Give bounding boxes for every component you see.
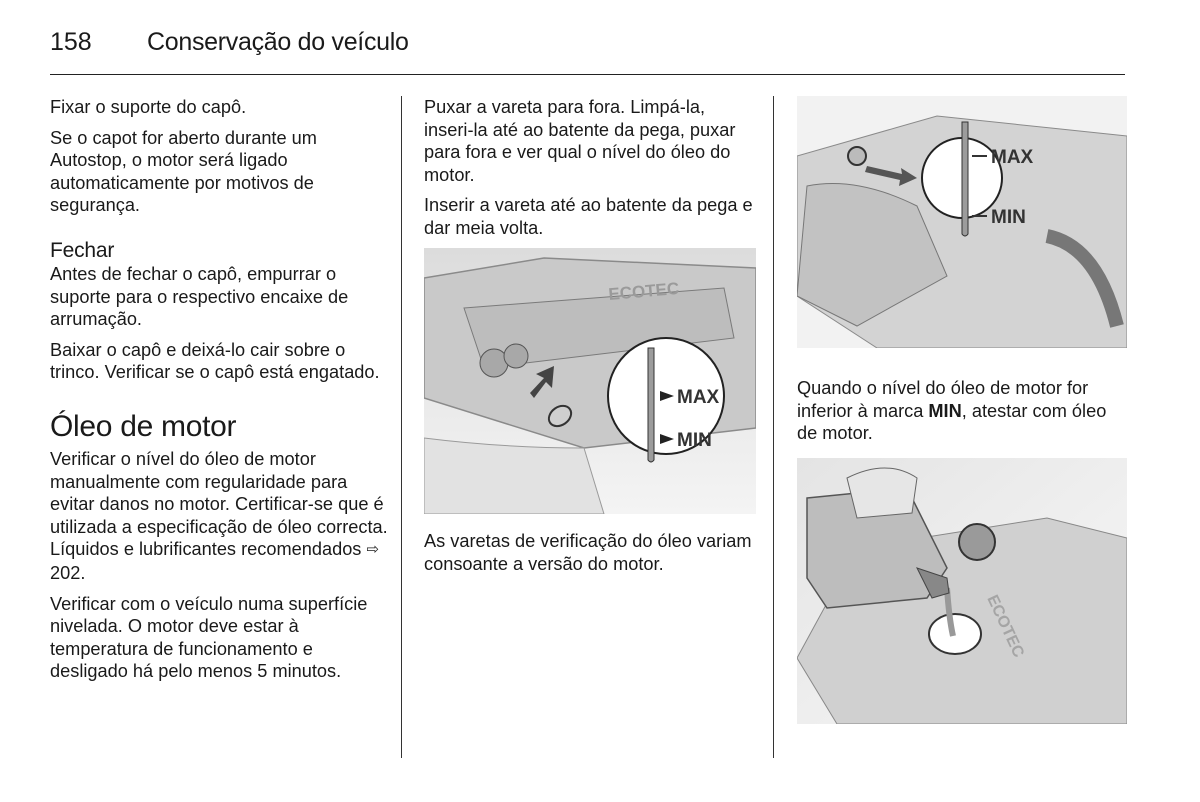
check-oil-text: Verificar o nível do óleo de motor manualmente com regularidade para evitar danos no motor. Certificar-se que é utilizada a especificação de óleo correcta. Líquidos e lubrificantes recomendados [50,448,388,560]
oil-refill-illustration [797,458,1127,724]
column-1 [50,96,388,691]
paragraph-dipstick-variants: As varetas de verificação do óleo variam consoante a versão do motor. [424,531,752,574]
engine-logo-text: ECOTEC [607,278,680,304]
max-label: MAX [677,387,720,408]
paragraph-check-oil [50,448,388,585]
dipstick-illustration-2 [797,96,1127,348]
hand-shape [847,468,917,518]
column-divider-1 [401,96,402,758]
heading-close: Fechar [50,238,115,262]
paragraph-insert-dipstick: Inserir a vareta até ao batente da pega e dar meia volta. [424,195,753,238]
engine-lower-shape [424,438,604,514]
min-label: MIN [991,207,1026,228]
engine-logo-text: ECOTEC [983,592,1027,661]
page-reference[interactable]: 202. [50,562,86,583]
max-label: MAX [991,147,1034,168]
column-divider-2 [773,96,774,758]
min-label: MIN [677,430,712,451]
page-number: 158 [50,28,92,56]
paragraph-lower-hood: Baixar o capô e deixá-lo cair sobre o trinco. Verificar se o capô está engatado. [50,339,380,383]
dipstick-detail-rod [648,348,654,462]
paragraph-pull-dipstick: Puxar a vareta para fora. Limpá-la, inseri-la até ao batente da pega, puxar para fora e ver qual o nível do óleo do motor. [424,97,736,185]
arrow-ref-icon: ⇨ [366,541,380,559]
paragraph-refill-oil [797,377,1127,445]
engine-bolt-shape [504,344,528,368]
paragraph-level-surface: Verificar com o veículo numa superfície nivelada. O motor deve estar à temperatura de funcionamento e desligado há pelo menos 5 minutos. [50,593,368,682]
dipstick-detail-rod [962,122,968,236]
min-emphasis: MIN [928,400,962,421]
paragraph-autostop: Se o capot for aberto durante um Autostop, o motor será ligado automaticamente por motivos de segurança. [50,127,317,216]
refill-text-end: , atestar com óleo de motor. [797,400,1107,444]
page-header [50,24,1125,76]
paragraph-push-support: Antes de fechar o capô, empurrar o suporte para o respectivo encaixe de arrumação. [50,263,349,330]
oil-filler-cap [959,524,995,560]
paragraph-fix-support: Fixar o suporte do capô. [50,97,247,117]
dipstick-handle [848,147,866,165]
column-2 [424,96,759,248]
page-title: Conservação do veículo [147,28,409,56]
refill-text-start: Quando o nível do óleo de motor for inferior à marca [797,378,1089,421]
column-3-text [797,377,1127,453]
section-heading-engine-oil: Óleo de motor [50,409,237,443]
engine-bolt-shape [480,349,508,377]
dipstick-illustration-1 [424,248,756,514]
column-2-caption [424,530,759,583]
header-divider [50,74,1125,75]
